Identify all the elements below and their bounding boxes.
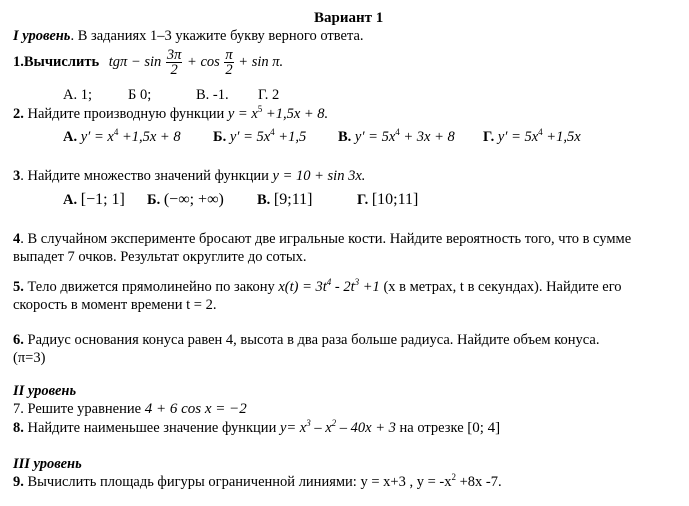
q5-law-power-1: 4	[326, 277, 332, 287]
q5-law-part-2: - 2t	[331, 279, 355, 295]
q3-option-b	[147, 191, 224, 209]
q2-option-c-base: y′ = 5x	[351, 129, 396, 145]
q2-option-d-base: y′ = 5x	[494, 129, 539, 145]
q9-power: 2	[451, 472, 456, 482]
q1-option-c: В. -1.	[196, 87, 229, 103]
q8-number: 8.	[13, 420, 24, 436]
q2-option-a-tail: +1,5x + 8	[118, 129, 181, 145]
question-3	[13, 168, 365, 185]
q2-function: y = x	[227, 106, 258, 122]
q2-number: 2.	[13, 106, 24, 122]
q7-text: 7. Решите уравнение	[13, 401, 145, 417]
q3-option-d	[357, 191, 418, 209]
q2-option-b-tail: +1,5	[274, 129, 307, 145]
q2-option-b	[213, 129, 306, 146]
question-5	[13, 279, 622, 296]
q3-option-c-value: [9;11]	[273, 191, 313, 208]
q2-text: Найдите производную функции	[23, 106, 228, 122]
level-3-heading: III уровень	[13, 456, 82, 472]
level-1-label: I уровень	[13, 28, 71, 44]
q3-option-a	[63, 191, 125, 209]
q2-option-d-letter: Г.	[483, 129, 495, 145]
q5-number: 5.	[13, 279, 24, 295]
q1-expr-cos: + cos	[183, 54, 224, 70]
q1-fraction-1-num: 3π	[166, 47, 182, 64]
q2-option-a-power: 4	[113, 127, 119, 137]
q8-function-3: – 40x + 3	[336, 420, 396, 436]
q1-option-d: Г. 2	[258, 87, 280, 103]
q7-equation: 4 + 6 cos x = −2	[144, 401, 247, 417]
q9-text: Вычислить площадь фигуры ограниченной линиями: у = х+3 , у = -х	[23, 474, 452, 490]
q2-option-a-base: y′ = x	[77, 129, 114, 145]
q8-function-2: – x	[310, 420, 332, 436]
q1-fraction-1	[166, 48, 183, 77]
q9-number: 9.	[13, 474, 24, 490]
question-6	[13, 332, 599, 349]
q5-law-power-2: 3	[354, 277, 360, 287]
q2-option-c	[338, 129, 455, 146]
question-1	[13, 47, 283, 77]
question-9	[13, 474, 502, 491]
q5-law-part-3: +1	[359, 279, 380, 295]
q2-option-b-power: 4	[270, 127, 275, 137]
q2-option-a	[63, 129, 181, 146]
q6-line-1: Радиус основания конуса равен 4, высота в два раза больше радиуса. Найдите объем конуса.	[23, 332, 600, 348]
level-1-heading	[13, 28, 364, 45]
q5-text-tail: (x в метрах, t в секундах). Найдите его	[379, 279, 622, 295]
q8-function-1: y= x	[279, 420, 307, 436]
q3-function: y = 10 + sin 3x.	[272, 168, 366, 184]
q2-option-c-power: 4	[395, 127, 400, 137]
q5-line-2: скорость в момент времени t = 2.	[13, 297, 217, 313]
variant-title: Вариант 1	[314, 10, 384, 26]
q3-option-a-letter: А.	[63, 192, 78, 208]
question-4	[13, 231, 631, 248]
q2-option-d-power: 4	[538, 127, 543, 137]
q1-fraction-2-den: 2	[225, 62, 233, 79]
q9-text-tail: +8х -7.	[455, 474, 502, 490]
q2-option-b-letter: Б.	[213, 129, 227, 145]
q3-option-c	[257, 191, 312, 209]
q4-number: 4	[13, 231, 21, 247]
q8-power-1: 3	[306, 418, 311, 428]
question-7	[13, 401, 247, 418]
question-2	[13, 106, 328, 123]
q3-option-d-value: [10;11]	[371, 191, 419, 208]
q2-option-a-letter: А.	[63, 129, 78, 145]
q8-text-tail: на отрезке	[395, 420, 468, 436]
q5-text: Тело движется прямолинейно по закону	[23, 279, 279, 295]
q2-option-b-base: y′ = 5x	[226, 129, 271, 145]
q2-option-d-tail: +1,5x	[542, 129, 581, 145]
q6-number: 6.	[13, 332, 24, 348]
q2-function-power: 5	[257, 104, 263, 114]
q1-fraction-1-den: 2	[170, 62, 178, 79]
q1-fraction-2	[224, 48, 233, 77]
question-8	[13, 420, 500, 437]
q3-option-a-value: [−1; 1]	[80, 191, 125, 208]
q1-expr-tg: tgπ	[108, 54, 128, 70]
q3-option-c-letter: В.	[257, 192, 271, 208]
q3-option-b-value: (−∞; +∞)	[163, 191, 224, 208]
q2-option-d	[483, 129, 581, 146]
q1-option-a: А. 1;	[63, 87, 92, 103]
q1-number: 1.Вычислить	[13, 54, 100, 70]
q5-law-part-1: x(t) = 3t	[278, 279, 327, 295]
level-1-instruction: . В заданиях 1–3 укажите букву верного ответа.	[70, 28, 364, 44]
q4-line-2: выпадет 7 очков. Результат округлите до сотых.	[13, 249, 307, 265]
q1-expr-tail: + sin π.	[234, 54, 284, 70]
q8-power-2: 2	[331, 418, 337, 428]
q1-fraction-2-num: π	[225, 47, 233, 64]
q3-text: . Найдите множество значений функции	[20, 168, 273, 184]
q8-text: Найдите наименьшее значение функции	[23, 420, 280, 436]
level-2-heading: II уровень	[13, 383, 77, 399]
q8-segment: [0; 4]	[467, 420, 501, 436]
q1-option-b: Б 0;	[128, 87, 152, 103]
q3-option-d-letter: Г.	[357, 192, 369, 208]
q3-number: 3	[13, 168, 21, 184]
q1-expr-sin: − sin	[127, 54, 165, 70]
q2-option-c-tail: + 3x + 8	[399, 129, 455, 145]
q3-option-b-letter: Б.	[147, 192, 161, 208]
q4-line-1: . В случайном эксперименте бросают две игральные кости. Найдите вероятность того, что в сумме	[20, 231, 632, 247]
q6-line-2: (π=3)	[13, 350, 46, 366]
q2-option-c-letter: В.	[338, 129, 352, 145]
q2-function-tail: +1,5x + 8.	[262, 106, 329, 122]
